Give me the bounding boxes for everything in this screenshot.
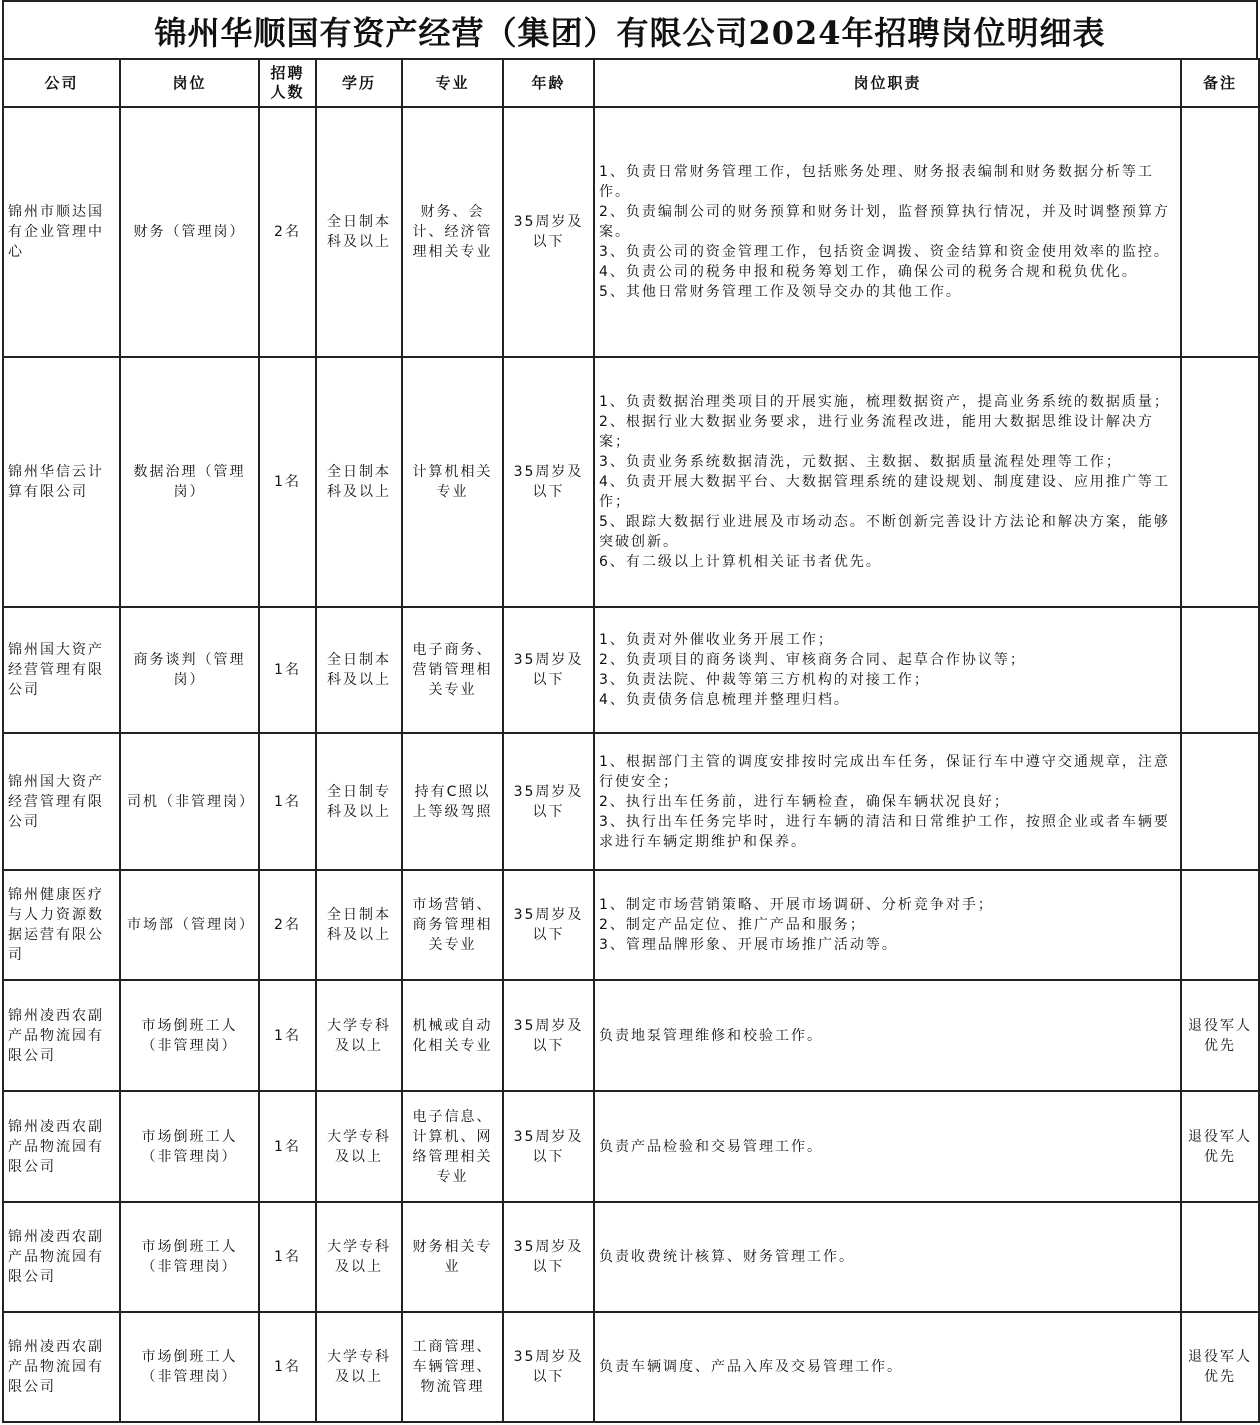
cell-major: 市场营销、商务管理相关专业 <box>402 870 503 980</box>
header-age: 年龄 <box>503 59 594 107</box>
cell-count: 1名 <box>259 980 316 1091</box>
header-note: 备注 <box>1181 59 1259 107</box>
cell-duties <box>594 733 1181 870</box>
cell-note <box>1181 607 1259 733</box>
cell-note: 退役军人优先 <box>1181 1312 1259 1422</box>
cell-education: 大学专科及以上 <box>316 1091 402 1202</box>
cell-duties <box>594 1091 1181 1202</box>
cell-major: 工商管理、车辆管理、物流管理 <box>402 1312 503 1422</box>
cell-note: 退役军人优先 <box>1181 1091 1259 1202</box>
duty-line: 负责收费统计核算、财务管理工作。 <box>599 1249 855 1265</box>
cell-position: 市场倒班工人（非管理岗） <box>120 980 259 1091</box>
header-count: 招聘人数 <box>259 59 316 107</box>
table-row <box>3 1312 1259 1422</box>
cell-education: 全日制本科及以上 <box>316 357 402 607</box>
cell-note <box>1181 733 1259 870</box>
cell-count: 2名 <box>259 107 316 357</box>
cell-note <box>1181 1202 1259 1312</box>
cell-company: 锦州健康医疗与人力资源数据运营有限公司 <box>3 870 120 980</box>
duty-line: 1、负责日常财务管理工作，包括账务处理、财务报表编制和财务数据分析等工作。 <box>599 164 1154 200</box>
duty-line: 4、负责开展大数据平台、大数据管理系统的建设规划、制度建设、应用推广等工作； <box>599 474 1170 510</box>
duty-line: 2、根据行业大数据业务要求，进行业务流程改进，能用大数据思维设计解决方案； <box>599 414 1154 450</box>
cell-company: 锦州凌西农副产品物流园有限公司 <box>3 1202 120 1312</box>
table-row <box>3 607 1259 733</box>
duty-line: 1、制定市场营销策略、开展市场调研、分析竞争对手； <box>599 897 994 913</box>
cell-company: 锦州凌西农副产品物流园有限公司 <box>3 1312 120 1422</box>
duty-line: 3、负责业务系统数据清洗，元数据、主数据、数据质量流程处理等工作； <box>599 454 1122 470</box>
duty-line: 2、执行出车任务前，进行车辆检查，确保车辆状况良好； <box>599 793 1010 810</box>
duty-line: 3、管理品牌形象、开展市场推广活动等。 <box>599 937 898 953</box>
cell-note: 退役军人优先 <box>1181 980 1259 1091</box>
cell-education: 大学专科及以上 <box>316 980 402 1091</box>
duty-line: 1、负责数据治理类项目的开展实施，梳理数据资产，提高业务系统的数据质量； <box>599 394 1170 410</box>
cell-count: 1名 <box>259 1091 316 1202</box>
cell-company: 锦州国大资产经营管理有限公司 <box>3 607 120 733</box>
cell-duties <box>594 357 1181 607</box>
cell-age: 35周岁及以下 <box>503 870 594 980</box>
duty-line: 5、跟踪大数据行业进展及市场动态。不断创新完善设计方法论和解决方案，能够突破创新。 <box>599 514 1170 550</box>
cell-position: 商务谈判（管理岗） <box>120 607 259 733</box>
table-row <box>3 107 1259 357</box>
header-row <box>3 59 1259 107</box>
duty-line: 6、有二级以上计算机相关证书者优先。 <box>599 554 882 570</box>
cell-position: 市场倒班工人（非管理岗） <box>120 1202 259 1312</box>
cell-company: 锦州国大资产经营管理有限公司 <box>3 733 120 870</box>
document-title: 锦州华顺国有资产经营（集团）有限公司2024年招聘岗位明细表 <box>2 0 1258 58</box>
cell-education: 大学专科及以上 <box>316 1202 402 1312</box>
cell-age: 35周岁及以下 <box>503 733 594 870</box>
duty-line: 3、负责法院、仲裁等第三方机构的对接工作； <box>599 672 930 688</box>
cell-note <box>1181 357 1259 607</box>
cell-major: 电子商务、营销管理相关专业 <box>402 607 503 733</box>
recruitment-document <box>2 0 1258 1421</box>
duty-line: 负责车辆调度、产品入库及交易管理工作。 <box>599 1359 903 1375</box>
duty-line: 2、制定产品定位、推广产品和服务； <box>599 917 866 933</box>
cell-duties <box>594 980 1181 1091</box>
duty-line: 负责产品检验和交易管理工作。 <box>599 1138 823 1155</box>
table-row <box>3 980 1259 1091</box>
cell-education: 全日制本科及以上 <box>316 870 402 980</box>
cell-duties <box>594 870 1181 980</box>
duty-line: 3、执行出车任务完毕时，进行车辆的清洁和日常维护工作，按照企业或者车辆要求进行车辆定期维护和保养。 <box>599 813 1170 850</box>
duty-line: 3、负责公司的资金管理工作，包括资金调拨、资金结算和资金使用效率的监控。 <box>599 244 1170 260</box>
table-row <box>3 1091 1259 1202</box>
header-position: 岗位 <box>120 59 259 107</box>
cell-note <box>1181 870 1259 980</box>
cell-age: 35周岁及以下 <box>503 357 594 607</box>
duty-line: 2、负责项目的商务谈判、审核商务合同、起草合作协议等； <box>599 652 1026 668</box>
cell-company: 锦州华信云计算有限公司 <box>3 357 120 607</box>
cell-major: 计算机相关专业 <box>402 357 503 607</box>
duty-line: 1、负责对外催收业务开展工作； <box>599 632 834 648</box>
cell-count: 1名 <box>259 357 316 607</box>
cell-duties <box>594 1312 1181 1422</box>
cell-company: 锦州市顺达国有企业管理中心 <box>3 107 120 357</box>
cell-company: 锦州凌西农副产品物流园有限公司 <box>3 980 120 1091</box>
cell-age: 35周岁及以下 <box>503 1202 594 1312</box>
cell-count: 1名 <box>259 733 316 870</box>
recruitment-table <box>2 58 1260 1423</box>
cell-position: 市场倒班工人（非管理岗） <box>120 1312 259 1422</box>
cell-age: 35周岁及以下 <box>503 107 594 357</box>
cell-company: 锦州凌西农副产品物流园有限公司 <box>3 1091 120 1202</box>
cell-education: 大学专科及以上 <box>316 1312 402 1422</box>
cell-duties <box>594 107 1181 357</box>
cell-position: 司机（非管理岗） <box>120 733 259 870</box>
duty-line: 负责地泵管理维修和校验工作。 <box>599 1027 823 1044</box>
table-row <box>3 1202 1259 1312</box>
cell-age: 35周岁及以下 <box>503 980 594 1091</box>
header-company: 公司 <box>3 59 120 107</box>
cell-count: 1名 <box>259 607 316 733</box>
cell-count: 1名 <box>259 1312 316 1422</box>
cell-major: 电子信息、计算机、网络管理相关专业 <box>402 1091 503 1202</box>
cell-education: 全日制本科及以上 <box>316 107 402 357</box>
table-body <box>3 107 1259 1422</box>
cell-major: 财务相关专业 <box>402 1202 503 1312</box>
cell-count: 1名 <box>259 1202 316 1312</box>
cell-education: 全日制本科及以上 <box>316 607 402 733</box>
cell-count: 2名 <box>259 870 316 980</box>
cell-major: 机械或自动化相关专业 <box>402 980 503 1091</box>
header-education: 学历 <box>316 59 402 107</box>
cell-major: 持有C照以上等级驾照 <box>402 733 503 870</box>
header-major: 专业 <box>402 59 503 107</box>
cell-note <box>1181 107 1259 357</box>
table-row <box>3 357 1259 607</box>
cell-position: 数据治理（管理岗） <box>120 357 259 607</box>
table-row <box>3 733 1259 870</box>
duty-line: 5、其他日常财务管理工作及领导交办的其他工作。 <box>599 284 962 300</box>
header-duties: 岗位职责 <box>594 59 1181 107</box>
cell-education: 全日制专科及以上 <box>316 733 402 870</box>
table-row <box>3 870 1259 980</box>
duty-line: 2、负责编制公司的财务预算和财务计划，监督预算执行情况，并及时调整预算方案。 <box>599 204 1170 240</box>
cell-position: 财务（管理岗） <box>120 107 259 357</box>
cell-position: 市场倒班工人（非管理岗） <box>120 1091 259 1202</box>
cell-major: 财务、会计、经济管理相关专业 <box>402 107 503 357</box>
duty-line: 1、根据部门主管的调度安排按时完成出车任务，保证行车中遵守交通规章，注意行使安全； <box>599 753 1170 790</box>
cell-age: 35周岁及以下 <box>503 1091 594 1202</box>
duty-line: 4、负责公司的税务申报和税务筹划工作，确保公司的税务合规和税负优化。 <box>599 264 1138 280</box>
cell-age: 35周岁及以下 <box>503 607 594 733</box>
cell-duties <box>594 1202 1181 1312</box>
duty-line: 4、负责债务信息梳理并整理归档。 <box>599 692 850 708</box>
cell-position: 市场部（管理岗） <box>120 870 259 980</box>
cell-age: 35周岁及以下 <box>503 1312 594 1422</box>
cell-duties <box>594 607 1181 733</box>
